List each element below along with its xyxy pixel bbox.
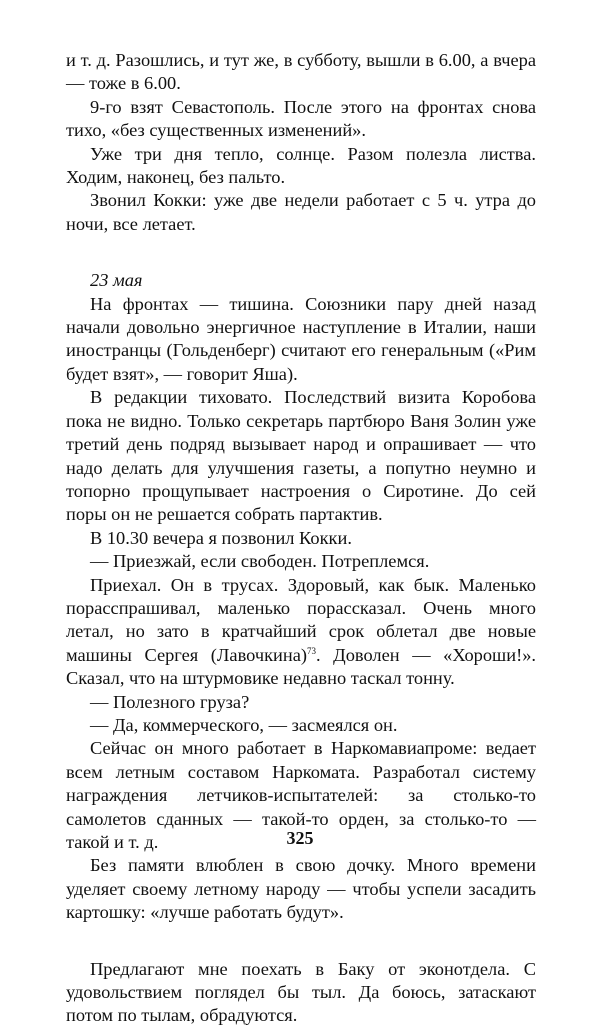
dialogue-line: — Полезного груза? [90,691,250,712]
paragraph-continuation: и т. д. Разошлись, и тут же, в субботу, вышли в 6.00, а вчера — тоже в 6.00. [66,50,536,94]
paragraph: Предлагают мне поехать в Баку от эконотдела. С удовольствием поглядел бы тыл. Да боюсь, затаскают потом по тылам, обрадуются. [66,958,536,1026]
paragraph: Звонил Кокки: уже две недели работает с 5 ч. утра до ночи, все летает. [66,190,536,234]
paragraph: Сейчас он много работает в Наркомавиапроме: ведает всем летным составом Наркомата. Разработал систему награждения летчиков-испытателей: за столько-то самолетов сданных — такой-то орден, за столько-то — такой и т. д. [66,738,536,852]
paragraph: Без памяти влюблен в свою дочку. Много времени уделяет своему летному народу — чтобы успели засадить картошку: «лучше работать будут». [66,855,536,923]
entry-date: 23 мая [90,270,143,291]
paragraph: 9-го взят Севастополь. После этого на фронтах снова тихо, «без существенных изменений». [66,96,536,141]
paragraph: В редакции тиховато. Последствий визита Коробова пока не видно. Только секретарь партбюро Ваня Золин уже третий день подряд вызывает народ и опрашивает — что надо делать для улучшения газеты, а попутно неумно и топорно прощупывает настроения о Сиротине. До сей поры он не решается собрать партактив. [66,387,536,525]
paragraph: Уже три дня тепло, солнце. Разом полезла листва. Ходим, наконец, без пальто. [66,143,536,188]
dialogue-line: — Да, коммерческого, — засмеялся он. [90,714,398,735]
paragraph-with-footnote [66,574,536,691]
paragraph-text: . Доволен — «Хороши!». Сказал, что на штурмовике недавно таскал тонну. [66,644,536,689]
paragraph: На фронтах — тишина. Союзники пару дней назад начали довольно энергичное наступление в Италии, наши иностранцы (Гольденберг) считают его генеральным («Рим будет взят», — говорит Яша). [66,293,536,384]
dialogue-line: — Приезжай, если свободен. Потреплемся. [90,551,430,572]
footnote-marker: 73 [307,645,316,656]
paragraph: В 10.30 вечера я позвонил Кокки. [90,527,352,548]
paragraph-text: Приехал. Он в трусах. Здоровый, как бык. Маленько порасспрашивал, маленько порассказал. Очень много летал, но зато в кратчайший срок облетал две новые машины Сергея (Лавочкина) [66,574,536,665]
page-text [66,49,536,1028]
page-number: 325 [286,828,314,848]
